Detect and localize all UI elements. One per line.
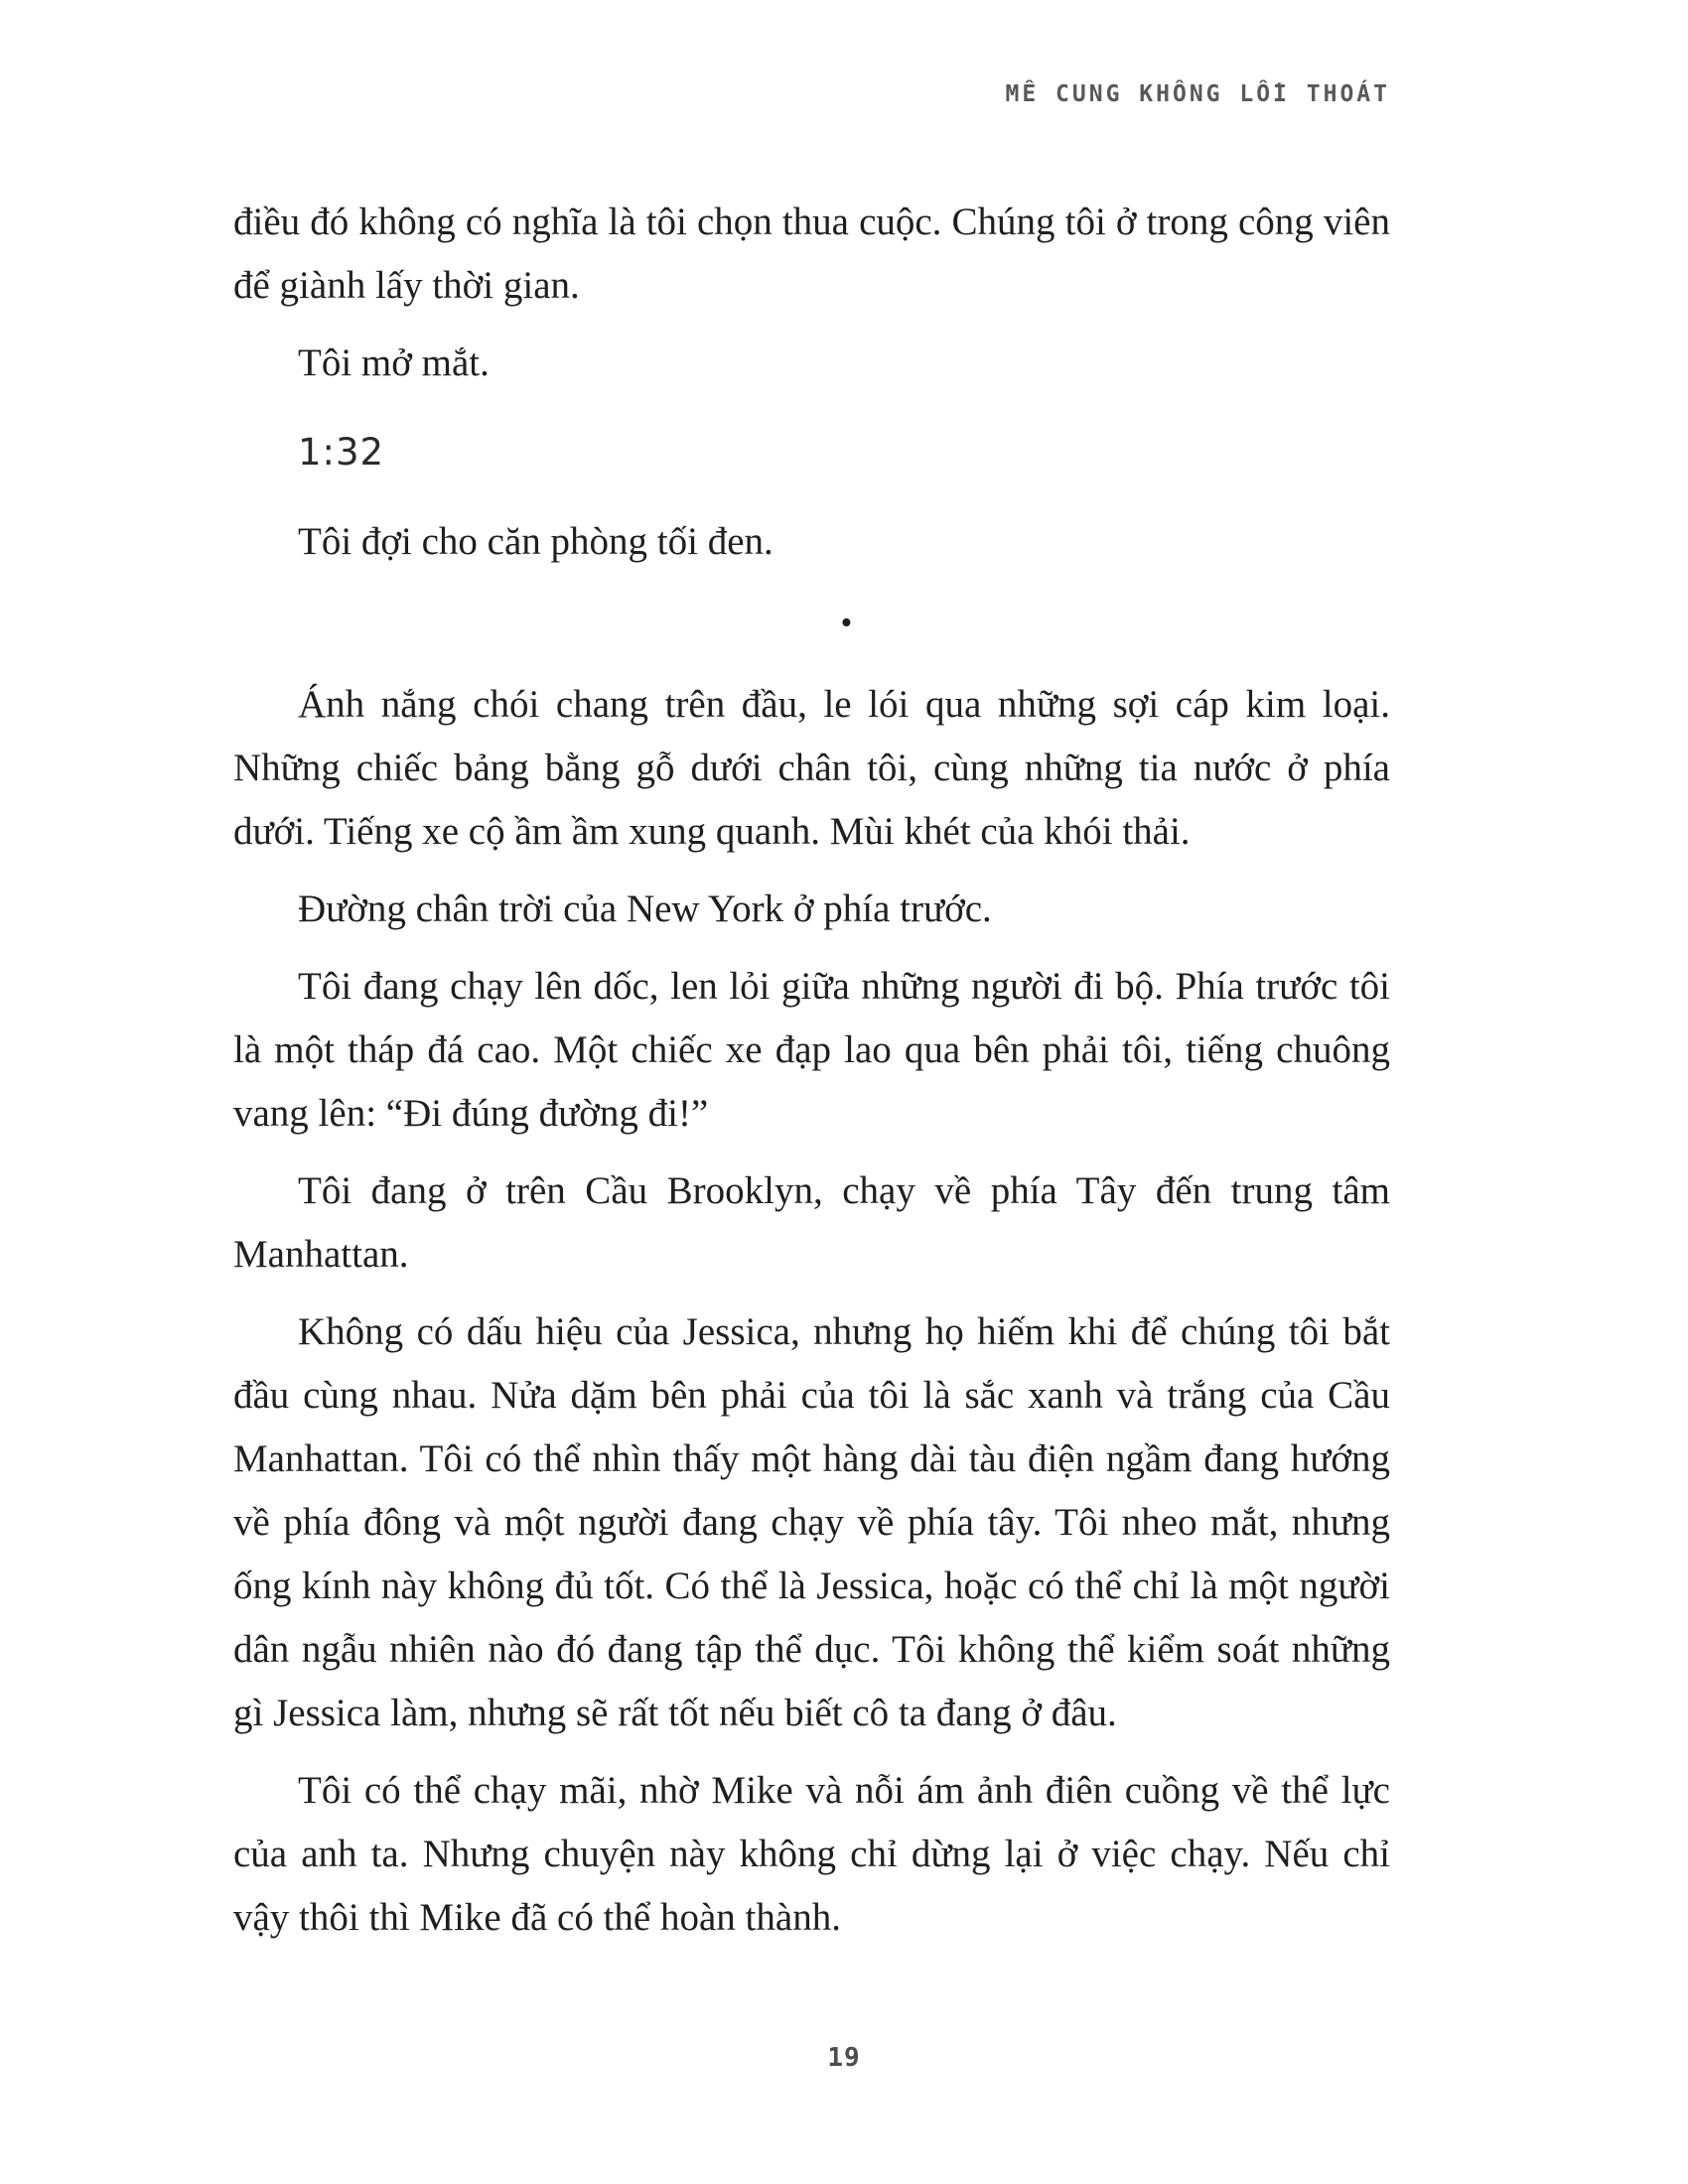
clock-time-line: 1:32 xyxy=(298,431,385,474)
paragraph: Đường chân trời của New York ở phía trước. xyxy=(298,887,992,930)
paragraph: Tôi mở mắt. xyxy=(298,341,490,384)
scene-break-bullet: • xyxy=(840,605,853,641)
paragraph: Ánh nắng chói chang trên đầu, le lói qua những sợi cáp kim loại. Những chiếc bảng bằng gỗ dưới chân tôi, cùng những tia nước ở phía dưới. Tiếng xe cộ ầm ầm xung quanh. Mùi khét của khói thải. xyxy=(233,683,1390,853)
running-head-title: MÊ CUNG KHÔNG LỐI THOÁT xyxy=(1005,81,1390,107)
page-number: 19 xyxy=(827,2043,861,2073)
paragraph: Tôi có thể chạy mãi, nhờ Mike và nỗi ám ảnh điên cuồng về thể lực của anh ta. Nhưng chuyện này không chỉ dừng lại ở việc chạy. Nếu chỉ vậy thôi thì Mike đã có thể hoàn thành. xyxy=(233,1769,1390,1939)
paragraph: Tôi đợi cho căn phòng tối đen. xyxy=(298,520,774,563)
paragraph: Tôi đang chạy lên dốc, len lỏi giữa những người đi bộ. Phía trước tôi là một tháp đá cao. Một chiếc xe đạp lao qua bên phải tôi, tiếng chuông vang lên: “Đi đúng đường đi!” xyxy=(233,965,1390,1135)
paragraph: Tôi đang ở trên Cầu Brooklyn, chạy về phía Tây đến trung tâm Manhattan. xyxy=(233,1169,1390,1276)
paragraph: điều đó không có nghĩa là tôi chọn thua cuộc. Chúng tôi ở trong công viên để giành lấy thời gian. xyxy=(233,201,1390,307)
text-block xyxy=(233,191,1390,1964)
paragraph: Không có dấu hiệu của Jessica, nhưng họ hiếm khi để chúng tôi bắt đầu cùng nhau. Nửa dặm bên phải của tôi là sắc xanh và trắng của Cầu Manhattan. Tôi có thể nhìn thấy một hàng dài tàu điện ngầm đang hướng về phía đông và một người đang chạy về phía tây. Tôi nheo mắt, nhưng ống kính này không đủ tốt. Có thể là Jessica, hoặc có thể chỉ là một người dân ngẫu nhiên nào đó đang tập thể dục. Tôi không thể kiểm soát những gì Jessica làm, nhưng sẽ rất tốt nếu biết cô ta đang ở đâu. xyxy=(233,1310,1390,1734)
